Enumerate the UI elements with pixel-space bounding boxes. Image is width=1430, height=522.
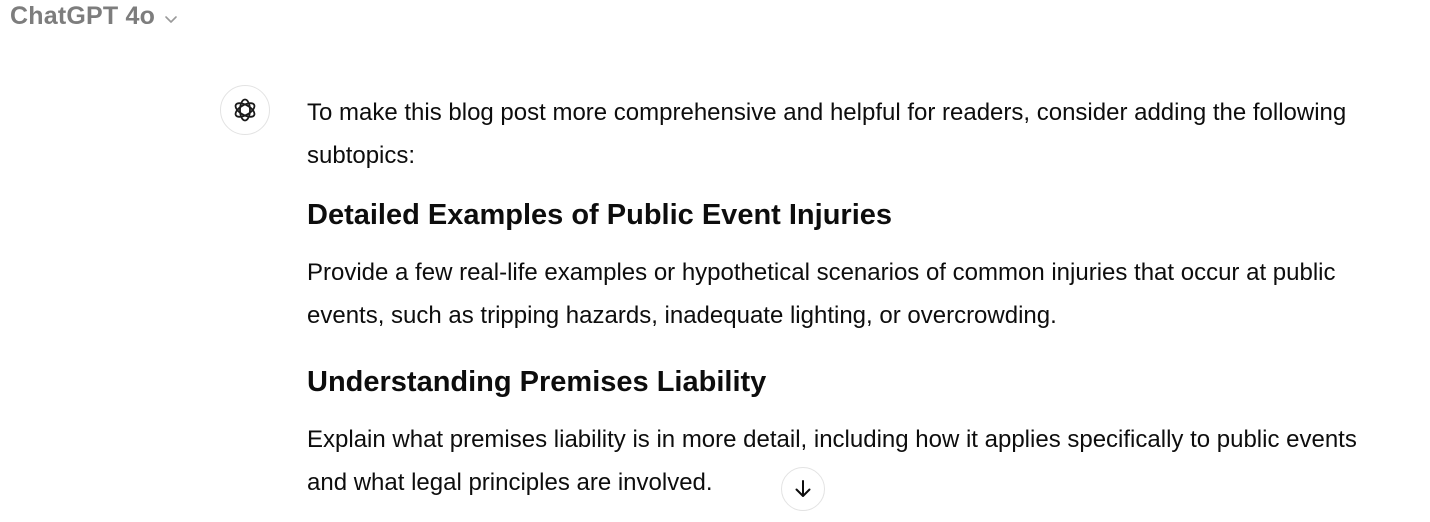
assistant-avatar [220,85,270,135]
scroll-to-bottom-button[interactable] [781,467,825,511]
section-heading: Detailed Examples of Public Event Injuries [307,199,893,231]
message-intro: To make this blog post more comprehensive and helpful for readers, consider adding the following subtopics: [307,99,1347,169]
section-body: Provide a few real-life examples or hypothetical scenarios of common injuries that occur at public events, such as tripping hazards, inadequate lighting, or overcrowding. [307,259,1336,329]
model-name: ChatGPT 4o [10,2,156,30]
model-selector[interactable] [10,2,179,31]
assistant-message [307,92,1397,504]
section-body: Explain what premises liability is in more detail, including how it applies specifically to public events and what legal principles are involved. [307,426,1357,496]
openai-logo-icon [231,96,259,124]
section-heading: Understanding Premises Liability [307,366,767,398]
chevron-down-icon [163,11,179,27]
arrow-down-icon [792,478,814,500]
